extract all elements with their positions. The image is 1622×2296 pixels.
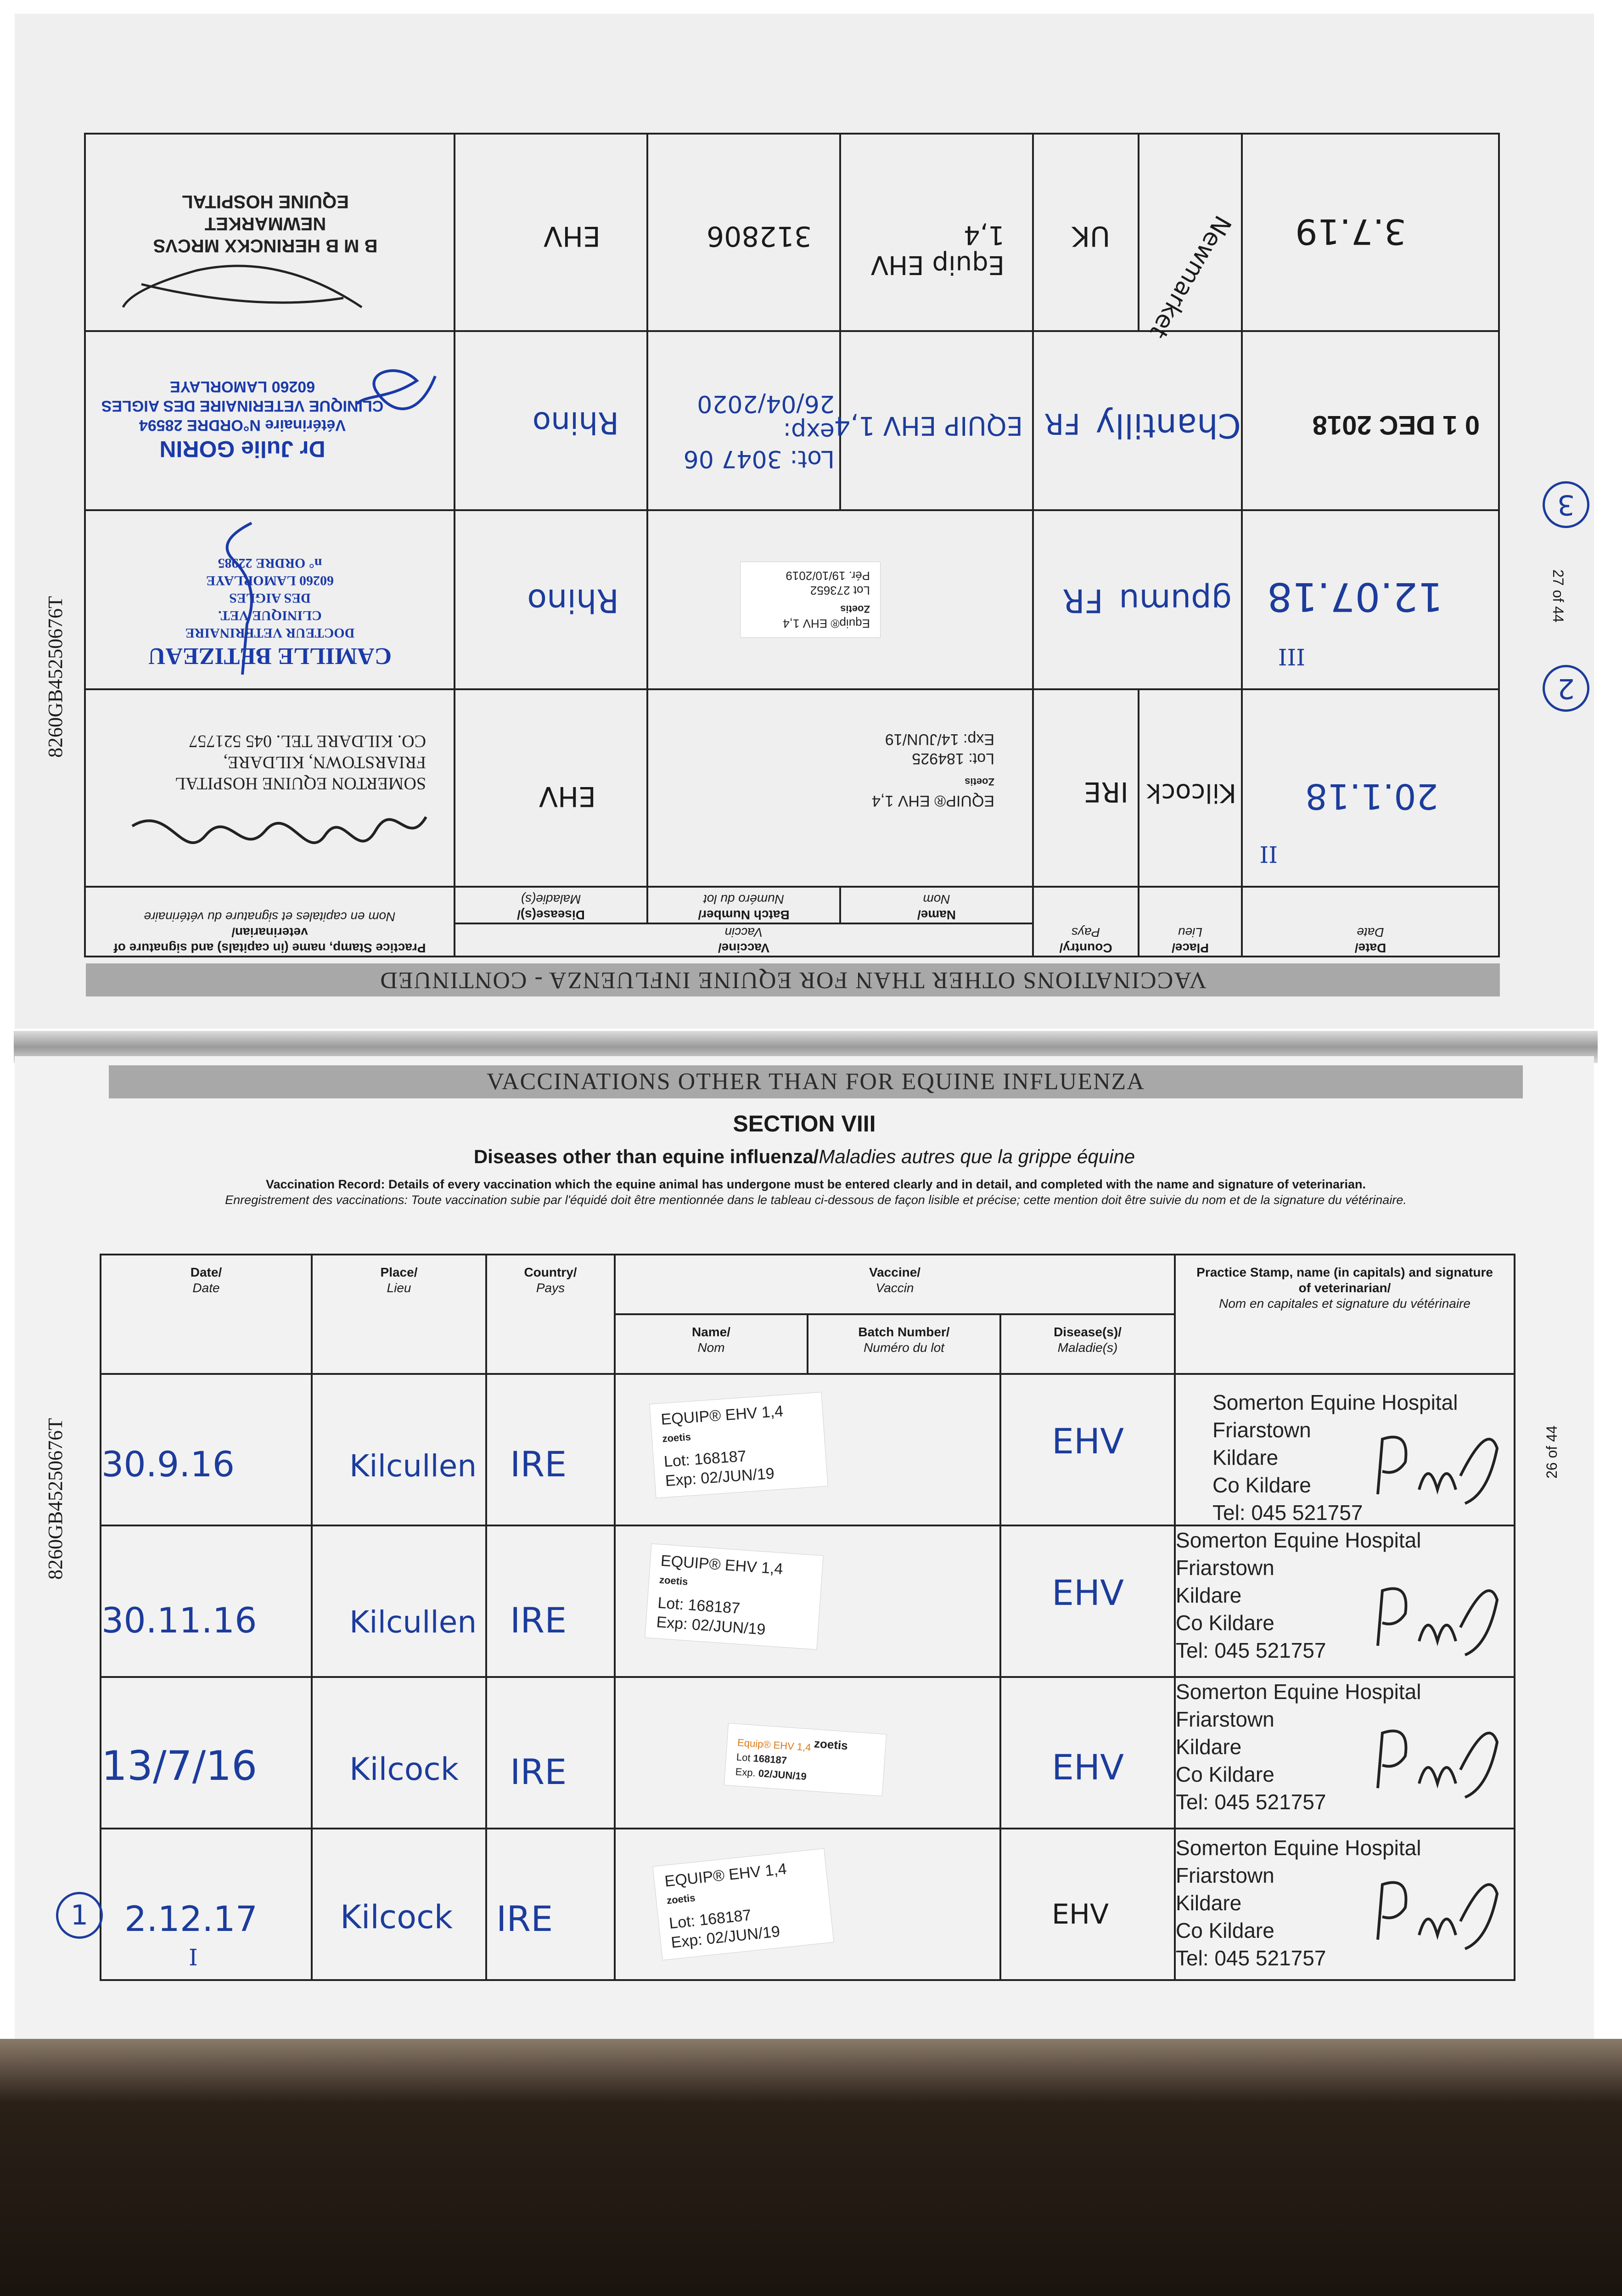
- date-text: 30.9.16: [101, 1444, 235, 1485]
- place-text: Chantilly: [1095, 406, 1241, 445]
- top-row-2-label-cell: [647, 510, 1033, 689]
- country-text: IRE: [1083, 776, 1128, 808]
- country-text: IRE: [510, 1600, 567, 1641]
- top-header-country: Country/ Pays: [1033, 887, 1139, 957]
- top-header-disease: Disease(s)/ Maladie(s): [455, 887, 647, 923]
- place-text: gpumu: [1119, 582, 1232, 619]
- practice-stamp: Dr Julie GORIN Vétérinaire N°ORDRE 28594 CLINIQUE VETERINAIRE DES AIGLES 60260 LAMORLAYE: [101, 378, 384, 462]
- bottom-row-4-label-cell: [615, 1829, 1000, 1980]
- top-row-2-disease-cell: [455, 510, 647, 689]
- top-header-stamp: Practice Stamp, name (in capitals) and signature of veterinarian/ Nom en capitales et signature du vétérinaire: [85, 887, 455, 957]
- date-text: 30.11.16: [101, 1600, 257, 1641]
- top-row-4-country-cell: [1033, 134, 1139, 331]
- signature: [1369, 1421, 1506, 1513]
- table-row: [101, 1829, 1515, 1980]
- top-row-3-name-cell: [834, 331, 1033, 510]
- signature: [1369, 1572, 1506, 1664]
- disease-text: EHV: [1052, 1898, 1109, 1930]
- country-text: FR: [1062, 582, 1103, 619]
- bottom-header-date: Date/ Date: [101, 1255, 312, 1374]
- vaccine-label: EQUIP® EHV 1,4 $^{zoetis}$ Lot: 168187 Exp: 02/JUN/19: [649, 1392, 828, 1498]
- table-row: [85, 331, 1499, 510]
- bottom-header-batch: Batch Number/ Numéro du lot: [808, 1314, 1000, 1374]
- place-text: Kilcock: [1146, 778, 1236, 808]
- table-row: [85, 134, 1499, 331]
- bottom-row-4-country-cell: [486, 1829, 615, 1980]
- top-row-3-batch-cell: [647, 331, 840, 510]
- row-marker-1: 1: [56, 1892, 103, 1939]
- bottom-row-3-label-cell: [615, 1677, 1000, 1829]
- vaccine-name-text: Equip EHV 1,4: [870, 220, 1005, 280]
- country-text: IRE: [510, 1751, 567, 1792]
- side-code-bottom: 8260GB45250676T: [44, 1418, 67, 1580]
- section-subtitle: Diseases other than equine influenza/Maladies autres que la grippe équine: [473, 1146, 1135, 1167]
- bottom-header-name: Name/ Nom: [615, 1314, 808, 1374]
- disease-text: EHV: [543, 220, 601, 252]
- top-page-number: 27 of 44: [1550, 569, 1566, 623]
- practice-stamp: Somerton Equine Hospital Friarstown Kildare Co Kildare Tel: 045 521757: [1176, 1680, 1421, 1814]
- date-text: 3.7.19: [1295, 211, 1406, 252]
- signature: [1369, 1866, 1506, 1958]
- top-row-2-stamp-cell: [85, 510, 455, 689]
- top-page: [15, 14, 1594, 1029]
- date-text: 12.07.18: [1267, 574, 1443, 619]
- row-marker-3: 3: [1543, 481, 1589, 528]
- practice-stamp: SOMERTON EQUINE HOSPITAL FRIARSTOWN, KILDARE, CO. KILDARE TEL. 045 521757: [174, 732, 426, 793]
- top-row-4-place-cell: [1139, 134, 1242, 343]
- top-header-batch: Batch Number/ Numéro du lot: [647, 887, 840, 923]
- bottom-row-2-date-cell: [101, 1525, 312, 1677]
- bottom-row-3-stamp-cell: [1175, 1677, 1515, 1829]
- top-row-1-label-cell: [647, 689, 1033, 887]
- roman-marker: III: [1278, 643, 1305, 670]
- disease-text: Rhino: [527, 582, 619, 619]
- practice-stamp: B M B HERINCKX MRCVS NEWMARKET EQUINE HOSPITAL: [153, 191, 378, 256]
- practice-stamp: Somerton Equine Hospital Friarstown Kildare Co Kildare Tel: 045 521757: [1176, 1528, 1421, 1662]
- top-row-1-disease-cell: [455, 689, 647, 887]
- top-row-4-stamp-cell: [85, 134, 455, 331]
- bottom-row-1-disease-cell: [1000, 1374, 1175, 1525]
- top-header-name: Name/ Nom: [840, 887, 1033, 923]
- bottom-header-disease: Disease(s)/ Maladie(s): [1000, 1314, 1175, 1374]
- top-header-place: Place/ Lieu: [1139, 887, 1242, 957]
- country-text: IRE: [496, 1898, 553, 1939]
- bottom-row-2-stamp-cell: [1175, 1525, 1515, 1677]
- bottom-row-1-country-cell: [486, 1374, 615, 1525]
- top-header-vaccine: Vaccine/ Vaccin: [455, 923, 1033, 957]
- row-marker-2: 2: [1543, 665, 1589, 712]
- bottom-row-4-date-cell: [101, 1829, 312, 1980]
- bottom-row-4-disease-cell: [1000, 1829, 1175, 1980]
- signature: [114, 252, 371, 326]
- signature: [196, 514, 288, 679]
- top-row-3-place-country-cell: [1033, 331, 1242, 510]
- date-text: 13/7/16: [101, 1742, 258, 1790]
- top-row-3-disease-cell: [455, 331, 647, 510]
- bottom-row-1-date-cell: [101, 1374, 312, 1525]
- top-row-1-country-cell: [1033, 689, 1139, 887]
- bottom-row-1-place-cell: [312, 1374, 486, 1525]
- country-text: FR: [1044, 407, 1080, 440]
- signature: [1369, 1715, 1506, 1806]
- background-surface: [0, 2039, 1622, 2296]
- batch-text: Lot: 3047 06 exp: 26/04/2020: [683, 390, 835, 473]
- practice-stamp: Somerton Equine Hospital Friarstown Kildare Co Kildare Tel: 045 521757: [1212, 1390, 1458, 1525]
- bottom-header-vaccine: Vaccine/ Vaccin: [615, 1255, 1175, 1314]
- top-header-date: Date/ Date: [1242, 887, 1499, 957]
- top-row-3-stamp-cell: [85, 331, 455, 510]
- place-text: Kilcock: [349, 1751, 459, 1788]
- bottom-vaccination-table: [100, 1254, 1515, 1981]
- vaccine-name-text: EQUIP EHV 1,4: [834, 411, 1023, 440]
- date-stamp: 0 1 DEC 2018: [1312, 410, 1480, 440]
- top-row-1-date-cell: [1242, 689, 1499, 887]
- signature: [353, 353, 444, 431]
- top-row-1-place-cell: [1139, 689, 1242, 887]
- practice-stamp: CAMILLE BETIZEAU DOCTEUR VETERINAIRE CLINIQUE VET. DES AIGLES 60260 LAMORLAYE n° ORDRE 22985: [148, 556, 392, 669]
- bottom-row-2-label-cell: [615, 1525, 1000, 1677]
- country-text: IRE: [510, 1444, 567, 1485]
- bottom-banner: VACCINATIONS OTHER THAN FOR EQUINE INFLUENZA: [109, 1065, 1523, 1098]
- disease-text: EHV: [1052, 1572, 1124, 1613]
- vaccine-label: EQUIP® EHV 1,4 $^{zoetis}$ Lot: 168187 Exp: 02/JUN/19: [652, 1848, 834, 1961]
- section-title: SECTION VIII: [733, 1111, 876, 1137]
- disease-text: EHV: [1052, 1421, 1124, 1462]
- bottom-row-4-stamp-cell: [1175, 1829, 1515, 1980]
- batch-text: 312806: [706, 220, 812, 252]
- table-row: [101, 1525, 1515, 1677]
- vaccine-label: EQUIP® EHV 1,4 $^{Zoetis}$ Lot: 184925 Exp: 14/JUN/19: [872, 730, 994, 810]
- bottom-row-3-disease-cell: [1000, 1677, 1175, 1829]
- top-row-4-batch-cell: [647, 134, 840, 331]
- bottom-row-3-place-cell: [312, 1677, 486, 1829]
- place-text: Newmarket: [1144, 211, 1236, 343]
- table-row: [101, 1677, 1515, 1829]
- bottom-header-place: Place/ Lieu: [312, 1255, 486, 1374]
- table-row: [101, 1374, 1515, 1525]
- table-row: [85, 689, 1499, 887]
- bottom-page: [15, 1056, 1594, 2043]
- bottom-row-4-place-cell: [312, 1829, 486, 1980]
- vaccine-label: EQUIP® EHV 1,4 $^{zoetis}$ Lot: 168187 Exp: 02/JUN/19: [645, 1543, 823, 1650]
- date-text: 2.12.17: [124, 1898, 258, 1939]
- place-text: Kilcullen: [349, 1604, 477, 1640]
- bottom-row-1-label-cell: [615, 1374, 1000, 1525]
- top-row-2-date-cell: [1242, 510, 1499, 689]
- disease-text: Rhino: [532, 405, 619, 440]
- bottom-row-2-place-cell: [312, 1525, 486, 1677]
- practice-stamp: Somerton Equine Hospital Friarstown Kildare Co Kildare Tel: 045 521757: [1176, 1836, 1421, 1970]
- side-code-top: 8260GB45250676T: [44, 596, 67, 758]
- vaccine-label: Equip® EHV 1,4 $^{Zoetis}$ Lot 273652 Pér. 19/10/2019: [740, 562, 881, 638]
- top-row-3-date-cell: [1242, 331, 1499, 510]
- top-row-4-date-cell: [1242, 134, 1499, 331]
- top-row-4-disease-cell: [455, 134, 647, 331]
- country-text: UK: [1072, 220, 1110, 252]
- bottom-row-1-stamp-cell: [1175, 1374, 1515, 1525]
- bottom-row-3-country-cell: [486, 1677, 615, 1829]
- roman-marker: II: [1259, 841, 1278, 867]
- place-text: Kilcullen: [349, 1448, 477, 1484]
- table-row: [85, 510, 1499, 689]
- vaccine-label: Equip® EHV 1,4 zoetis Lot 168187 Exp. 02/JUN/19: [724, 1723, 887, 1796]
- top-vaccination-table: [84, 133, 1500, 957]
- roman-marker: I: [189, 1944, 198, 1971]
- bottom-header-stamp: Practice Stamp, name (in capitals) and signature of veterinarian/ Nom en capitales et signature du vétérinaire: [1175, 1255, 1515, 1374]
- signature: [114, 794, 435, 858]
- top-row-1-stamp-cell: [85, 689, 455, 887]
- bottom-row-3-date-cell: [101, 1677, 312, 1829]
- top-row-4-name-cell: [840, 134, 1033, 331]
- bottom-row-2-disease-cell: [1000, 1525, 1175, 1677]
- bottom-page-number: 26 of 44: [1543, 1425, 1560, 1479]
- top-row-2-place-country-cell: [1033, 510, 1242, 689]
- bottom-header-country: Country/ Pays: [486, 1255, 615, 1374]
- intro-text: Vaccination Record: Details of every vaccination which the equine animal has undergone must be entered clearly and in detail, and completed with the name and signature of veterinarian. Enregistrement des vaccinations: Toute vaccination subie par l'équidé doit être mentionnée dans le tableau ci-dessous de façon lisible et précise; cette mention doit être suivie du nom et de la signature du vétérinaire.: [225, 1177, 1407, 1207]
- bottom-row-2-country-cell: [486, 1525, 615, 1677]
- disease-text: EHV: [539, 780, 596, 812]
- date-text: 20.1.18: [1305, 776, 1438, 817]
- place-text: Kilcock: [340, 1898, 453, 1936]
- top-banner: VACCINATIONS OTHER THAN FOR EQUINE INFLUENZA - CONTINUED: [86, 963, 1500, 996]
- disease-text: EHV: [1052, 1747, 1124, 1788]
